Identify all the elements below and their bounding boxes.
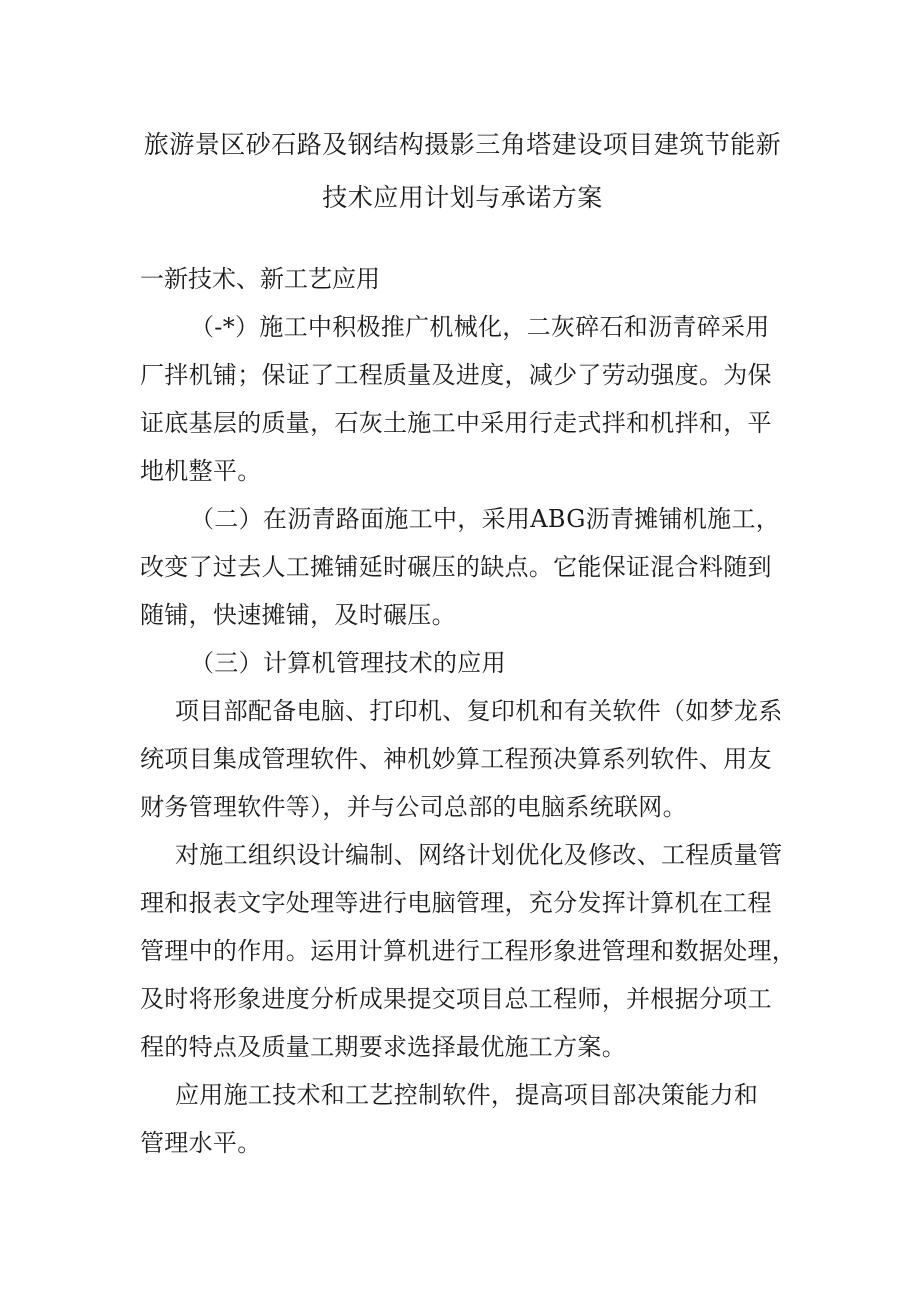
subheading-computer-management: [140, 639, 790, 687]
paragraph-line: 厂拌机铺；保证了工程质量及进度，减少了劳动强度。为保: [140, 361, 772, 389]
paragraph-equipment: [140, 687, 790, 831]
paragraph-line: （-*）施工中积极推广机械化，二灰碎石和沥青碎采用: [190, 313, 770, 341]
paragraph-line: 随铺，快速摊铺，及时碾压。: [140, 601, 456, 629]
document-title: [140, 118, 785, 224]
paragraph-line: （二）在沥青路面施工中，采用ABG沥青摊铺机施工，: [190, 505, 781, 533]
paragraph-mechanization: [140, 303, 790, 495]
title-line-2: 技术应用计划与承诺方案: [322, 183, 603, 212]
paragraph-line: 地机整平。: [140, 457, 262, 485]
paragraph-line: 财务管理软件等），并与公司总部的电脑系统联网。: [140, 793, 687, 821]
paragraph-line: 程的特点及质量工期要求选择最优施工方案。: [140, 1033, 626, 1061]
paragraph-line: 管理中的作用。运用计算机进行工程形象进管理和数据处理，: [140, 937, 797, 965]
paragraph-asphalt-paving: [140, 495, 790, 639]
title-line-1: 旅游景区砂石路及钢结构摄影三角塔建设项目建筑节能新: [143, 130, 782, 159]
paragraph-control-software: [140, 1071, 790, 1167]
paragraph-line: 理和报表文字处理等进行电脑管理，充分发挥计算机在工程: [140, 889, 772, 917]
paragraph-line: 证底基层的质量，石灰土施工中采用行走式拌和机拌和，平: [140, 409, 772, 437]
subheading-line: （三）计算机管理技术的应用: [190, 649, 506, 677]
paragraph-line: 项目部配备电脑、打印机、复印机和有关软件（如梦龙系: [175, 697, 783, 725]
section-heading: 一新技术、新工艺应用: [140, 265, 380, 293]
paragraph-line: 管理水平。: [140, 1129, 262, 1157]
paragraph-line: 及时将形象进度分析成果提交项目总工程师，并根据分项工: [140, 985, 772, 1013]
paragraph-line: 改变了过去人工摊铺延时碾压的缺点。它能保证混合料随到: [140, 553, 772, 581]
paragraph-line: 统项目集成管理软件、神机妙算工程预决算系列软件、用友: [140, 745, 772, 773]
paragraph-line: 对施工组织设计编制、网络计划优化及修改、工程质量管: [175, 841, 783, 869]
paragraph-computer-use: [140, 831, 797, 1071]
paragraph-line: 应用施工技术和工艺控制软件，提高项目部决策能力和: [175, 1081, 759, 1109]
